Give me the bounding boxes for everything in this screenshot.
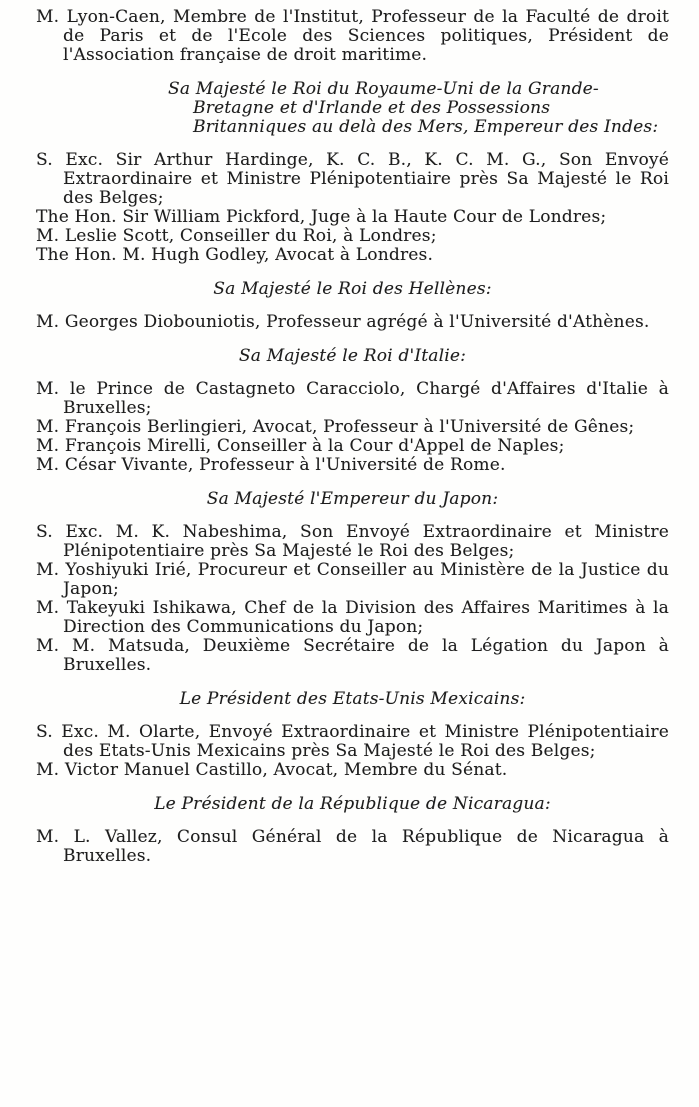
- delegate-entry: M. Yoshiyuki Irié, Procureur et Conseiller au Ministère de la Justice du Japon;: [36, 560, 669, 599]
- section-mexico: [36, 690, 669, 780]
- delegate-entry: S. Exc. M. Olarte, Envoyé Extraordinaire et Ministre Plénipotentiaire des Etats-Unis Mexicains près Sa Majesté le Roi des Belges;: [36, 722, 669, 761]
- delegate-entry: M. le Prince de Castagneto Caracciolo, Chargé d'Affaires d'Italie à Bruxelles;: [36, 379, 669, 418]
- section-heading: Sa Majesté l'Empereur du Japon:: [206, 489, 499, 509]
- delegate-entry: M. Victor Manuel Castillo, Avocat, Membre du Sénat.: [36, 760, 508, 780]
- section-greece: [36, 280, 669, 332]
- section-nicaragua: [36, 795, 669, 866]
- section-heading: Sa Majesté le Roi du Royaume-Uni de la Grande-Bretagne et d'Irlande et des Possessions Britanniques au delà des Mers, Empereur des Indes:: [168, 79, 659, 137]
- delegate-entry: M. François Mirelli, Conseiller à la Cour d'Appel de Naples;: [36, 436, 565, 456]
- delegate-entry: M. Lyon-Caen, Membre de l'Institut, Professeur de la Faculté de droit de Paris et de l'Ecole des Sciences politiques, Président de l'Association française de droit maritime.: [36, 7, 669, 65]
- delegate-entry: M. M. Matsuda, Deuxième Secrétaire de la Légation du Japon à Bruxelles.: [36, 636, 669, 675]
- delegate-entry: M. Takeyuki Ishikawa, Chef de la Division des Affaires Maritimes à la Direction des Communications du Japon;: [36, 598, 669, 637]
- section-heading: Le Président des Etats-Unis Mexicains:: [179, 689, 526, 709]
- delegate-entry: S. Exc. M. K. Nabeshima, Son Envoyé Extraordinaire et Ministre Plénipotentiaire près Sa Majesté le Roi des Belges;: [36, 522, 669, 561]
- delegate-entry: The Hon. Sir William Pickford, Juge à la Haute Cour de Londres;: [36, 207, 607, 227]
- section-heading: Sa Majesté le Roi d'Italie:: [238, 346, 467, 366]
- section-heading: Sa Majesté le Roi des Hellènes:: [213, 279, 492, 299]
- section-japan: [36, 490, 669, 675]
- delegate-entry: M. François Berlingieri, Avocat, Professeur à l'Université de Gênes;: [36, 417, 635, 437]
- delegate-entry: M. Georges Diobouniotis, Professeur agrégé à l'Université d'Athènes.: [36, 312, 650, 332]
- delegate-entry: M. César Vivante, Professeur à l'Université de Rome.: [36, 455, 506, 475]
- section-heading: Le Président de la République de Nicaragua:: [154, 794, 551, 814]
- delegate-entry: S. Exc. Sir Arthur Hardinge, K. C. B., K. C. M. G., Son Envoyé Extraordinaire et Ministre Plénipotentiaire près Sa Majesté le Roi des Belges;: [36, 150, 669, 208]
- delegate-entry: The Hon. M. Hugh Godley, Avocat à Londres.: [36, 245, 434, 265]
- section-great-britain: [36, 80, 669, 265]
- delegate-entry: M. Leslie Scott, Conseiller du Roi, à Londres;: [36, 226, 437, 246]
- delegate-entry: M. L. Vallez, Consul Général de la République de Nicaragua à Bruxelles.: [36, 827, 669, 866]
- section-italy: [36, 347, 669, 475]
